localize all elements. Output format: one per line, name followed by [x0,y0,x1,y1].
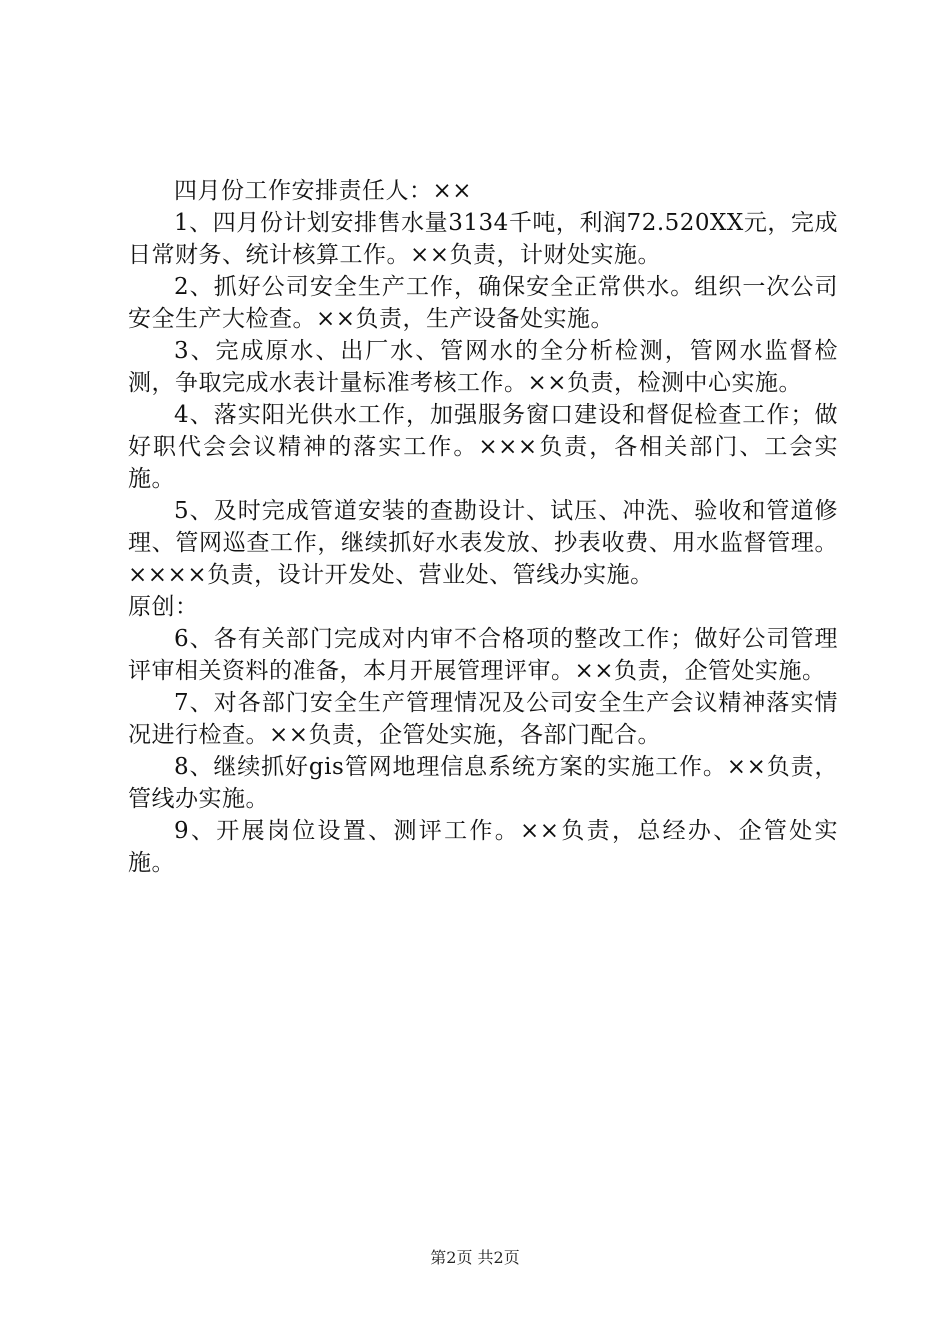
list-item: 6、各有关部门完成对内审不合格项的整改工作；做好公司管理评审相关资料的准备，本月开展管理评审。××负责，企管处实施。 [128,626,838,684]
list-item: 4、落实阳光供水工作，加强服务窗口建设和督促检查工作；做好职代会会议精神的落实工作。×××负责，各相关部门、工会实施。 [128,402,838,492]
document-body [128,175,838,879]
list-item: 7、对各部门安全生产管理情况及公司安全生产会议精神落实情况进行检查。××负责，企管处实施，各部门配合。 [128,690,838,748]
original-note: 原创： [128,594,199,620]
list-item: 1、四月份计划安排售水量3134千吨，利润72.520XX元，完成日常财务、统计核算工作。××负责，计财处实施。 [128,210,838,268]
page-number-footer: 第2页 共2页 [430,1248,520,1267]
list-item: 5、及时完成管道安装的查勘设计、试压、冲洗、验收和管道修理、管网巡查工作，继续抓好水表发放、抄表收费、用水监督管理。××××负责，设计开发处、营业处、管线办实施。 [128,498,838,588]
list-item: 3、完成原水、出厂水、管网水的全分析检测，管网水监督检测，争取完成水表计量标准考核工作。××负责，检测中心实施。 [128,338,838,396]
list-item: 8、继续抓好gis管网地理信息系统方案的实施工作。××负责，管线办实施。 [128,754,838,812]
list-item: 2、抓好公司安全生产工作，确保安全正常供水。组织一次公司安全生产大检查。××负责，生产设备处实施。 [128,274,838,332]
list-item: 9、开展岗位设置、测评工作。××负责，总经办、企管处实施。 [128,818,838,876]
section-heading: 四月份工作安排责任人：×× [174,178,473,204]
